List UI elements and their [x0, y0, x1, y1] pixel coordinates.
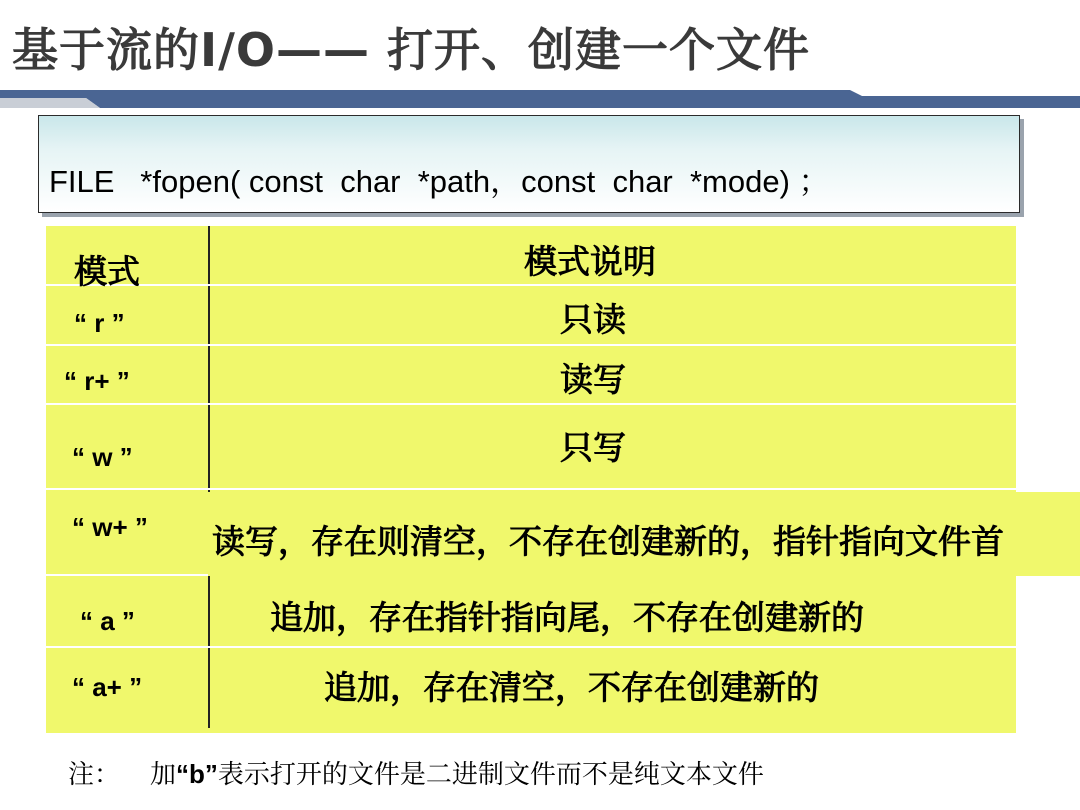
mode-a-plus: “ a+ ”: [72, 672, 143, 702]
row-divider: [46, 284, 1016, 286]
page-title: 基于流的I/O—— 打开、创建一个文件: [12, 23, 811, 77]
mode-a: “ a ”: [80, 606, 135, 636]
column-divider: [208, 226, 210, 728]
note-text: 表示打开的文件是二进制文件而不是纯文本文件: [217, 760, 764, 790]
wide-description-cell: [208, 492, 1080, 576]
mode-table: [46, 226, 1016, 733]
desc-w: 只写: [560, 428, 626, 467]
note-prefix: 加: [150, 760, 177, 790]
header-mode: 模式: [74, 253, 140, 290]
row-divider: [46, 344, 1016, 346]
fopen-signature: FILE *fopen( const char *path，const char *mode) ；: [49, 164, 830, 199]
desc-a: 追加，存在指针指向尾，不存在创建新的: [270, 598, 864, 637]
function-signature-box: [38, 115, 1020, 213]
mode-w-plus: “ w+ ”: [72, 512, 148, 542]
desc-r: 只读: [560, 300, 626, 339]
row-divider: [46, 403, 1016, 405]
desc-a-plus: 追加，存在清空，不存在创建新的: [324, 668, 819, 707]
row-divider: [46, 646, 1016, 648]
note-label: 注：: [68, 760, 121, 790]
mode-r: “ r ”: [74, 308, 125, 338]
note-b-flag: “b”: [176, 759, 218, 789]
desc-r-plus: 读写: [560, 360, 626, 399]
title-underline: [0, 88, 1080, 110]
mode-w: “ w ”: [72, 442, 133, 472]
footnote: [68, 754, 764, 791]
row-divider: [46, 488, 1016, 490]
desc-w-plus: 读写，存在则清空，不存在创建新的，指针指向文件首: [212, 522, 1004, 561]
header-description: 模式说明: [524, 242, 656, 281]
mode-r-plus: “ r+ ”: [64, 366, 130, 396]
